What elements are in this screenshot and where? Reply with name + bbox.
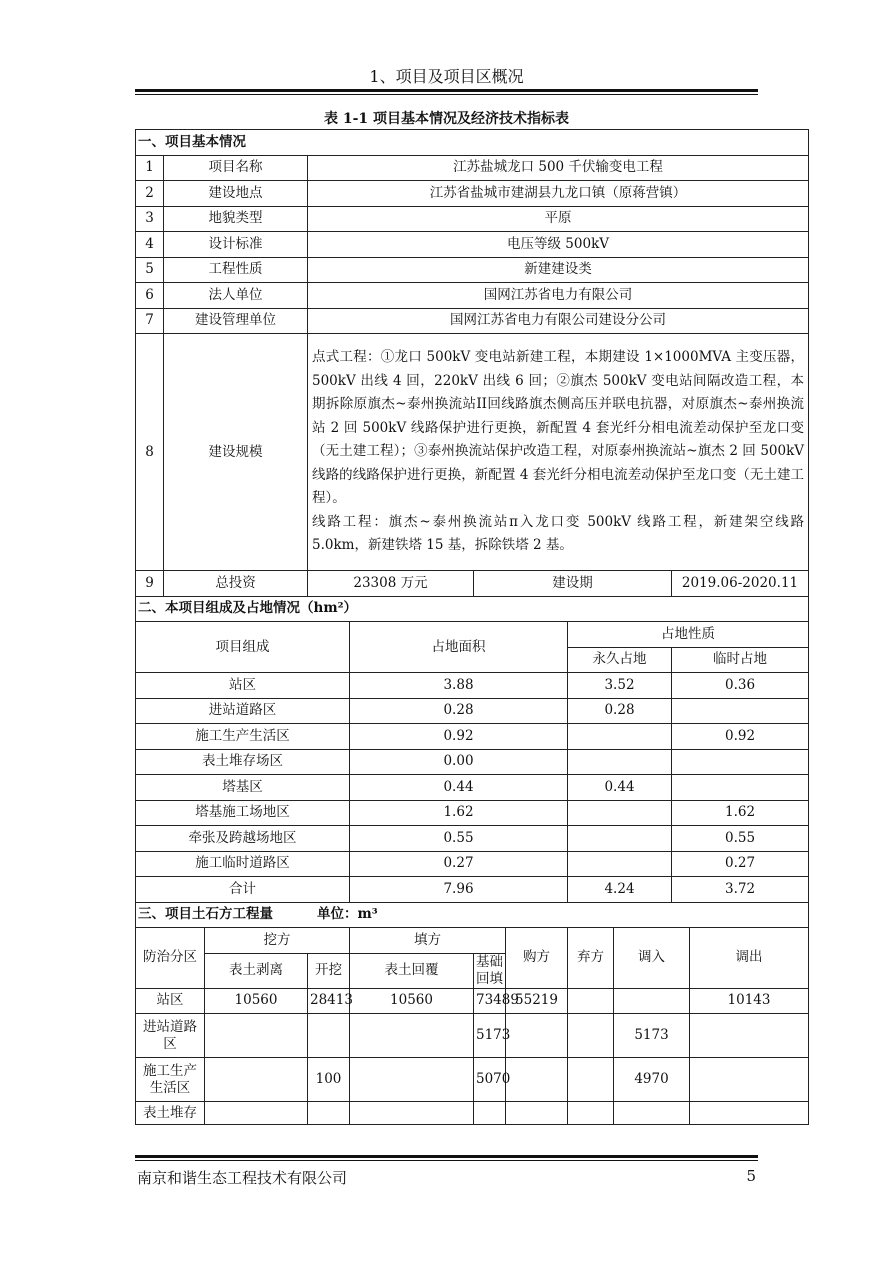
row-value: 江苏盐城龙口 500 千伏输变电工程 [308,155,809,181]
cell: 0.27 [350,851,568,877]
cell: 5173 [474,1014,506,1058]
column-header: 购方 [506,928,568,989]
cell: 塔基区 [136,775,350,801]
construction-scale-cell [308,334,809,571]
cell [308,1014,350,1058]
row-value: 国网江苏省电力有限公司 [308,283,809,309]
column-header: 防治分区 [136,928,205,989]
column-header: 永久占地 [568,647,672,673]
cell: 0.28 [568,698,672,724]
column-header: 调出 [690,928,809,989]
cell: 1.62 [672,800,809,826]
column-header: 填方 [350,928,506,954]
cell: 0.55 [350,826,568,852]
cell [672,698,809,724]
cell: 3.88 [350,673,568,699]
row-label: 法人单位 [164,283,308,309]
cell: 施工临时道路区 [136,851,350,877]
line-works-text: 线路工程：旗杰~泰州换流站π入龙口变 500kV 线路工程，新建架空线路 5.0km，新建铁塔 15 基，拆除铁塔 2 基。 [312,513,805,554]
row-label: 建设管理单位 [164,308,308,334]
cell: 塔基施工场地区 [136,800,350,826]
column-header: 调入 [614,928,690,989]
cell: 10560 [350,988,474,1014]
total-row [136,877,809,903]
table-row [136,206,809,232]
table-row [136,698,809,724]
cell: 合计 [136,877,350,903]
section3-unit: 单位：m³ [317,906,378,923]
column-header: 挖方 [205,928,350,954]
footer-rule-thick [135,1155,758,1158]
row-label: 工程性质 [164,257,308,283]
cell [506,1058,568,1102]
row-label: 建设地点 [164,181,308,207]
cell: 0.55 [672,826,809,852]
cell [614,988,690,1014]
cell [568,826,672,852]
cell: 1.62 [350,800,568,826]
row-label: 建设规模 [164,334,308,571]
table-row [136,257,809,283]
section-row [136,902,809,928]
section-row [136,130,809,156]
cell: 3.72 [672,877,809,903]
table-row [136,283,809,309]
cell [350,1102,474,1125]
section2-title: 二、本项目组成及占地情况（hm²） [136,596,809,622]
section3-title: 三、项目土石方工程量 [138,906,273,923]
table-row [136,181,809,207]
cell: 进站道路区 [136,698,350,724]
table-row [136,988,809,1014]
row-value: 江苏省盐城市建湖县九龙口镇（原蒋营镇） [308,181,809,207]
cell [690,1102,809,1125]
cell: 10143 [690,988,809,1014]
cell: 0.28 [350,698,568,724]
table-row [136,155,809,181]
column-header: 占地面积 [350,622,568,673]
cell: 0.44 [350,775,568,801]
header-rule-thin [135,94,758,95]
cell: 0.36 [672,673,809,699]
cell: 3.52 [568,673,672,699]
table-row [136,232,809,258]
cell [506,1014,568,1058]
cell: 28413 [308,988,350,1014]
row-number: 2 [136,181,164,207]
cell: 100 [308,1058,350,1102]
table-row [136,1014,809,1058]
cell: 表土堆存 [136,1102,205,1125]
table-row [136,673,809,699]
table-row [136,775,809,801]
table-row [136,571,809,597]
cell: 表土堆存场区 [136,749,350,775]
column-header: 临时占地 [672,647,809,673]
row-label: 总投资 [164,571,308,597]
cell [568,1102,614,1125]
cell: 4.24 [568,877,672,903]
cell [690,1014,809,1058]
period-value: 2019.06-2020.11 [672,571,809,597]
running-header: 1、项目及项目区概况 [369,67,524,86]
cell: 牵张及跨越场地区 [136,826,350,852]
cell: 55219 [506,988,568,1014]
cell: 0.92 [350,724,568,750]
cell [672,749,809,775]
cell [350,1014,474,1058]
header-rule-thick [135,89,758,92]
cell: 站区 [136,673,350,699]
row-value: 电压等级 500kV [308,232,809,258]
row-label: 项目名称 [164,155,308,181]
column-header: 弃方 [568,928,614,989]
cell [308,1102,350,1125]
cell: 4970 [614,1058,690,1102]
cell [506,1102,568,1125]
row-number: 8 [136,334,164,571]
row-number: 7 [136,308,164,334]
row-value: 新建建设类 [308,257,809,283]
cell [205,1058,308,1102]
row-number: 1 [136,155,164,181]
table-row [136,1058,809,1102]
cell: 0.27 [672,851,809,877]
cell: 站区 [136,988,205,1014]
point-works-text: 点式工程：①龙口 500kV 变电站新建工程，本期建设 1×1000MVA 主变压器，500kV 出线 4 回，220kV 出线 6 回；②旗杰 500kV 变电站间隔改造工程，本期拆除原旗杰~泰州换流站II回线路旗杰侧高压并联电抗器，对原旗杰~泰州换流站 2 回 500kV 线路保护进行更换，新配置 4 套光纤分相电流差动保护至龙口变（无土建工程）；③泰州换流站保护改造工程，对原泰州换流站~旗杰 2 回 500kV 线路的线路保护进行更换，新配置 4 套光纤分相电流差动保护至龙口变（无土建工程）。 [312,349,805,507]
section-row [136,596,809,622]
cell [568,749,672,775]
cell [690,1058,809,1102]
column-header: 表土剥离 [205,953,308,988]
table-row [136,800,809,826]
cell: 0.92 [672,724,809,750]
table-row [136,334,809,571]
table-row [136,851,809,877]
cell: 7.96 [350,877,568,903]
row-value: 国网江苏省电力有限公司建设分公司 [308,308,809,334]
table-header-row [136,928,809,954]
cell: 5173 [614,1014,690,1058]
cell [568,988,614,1014]
cell [350,1058,474,1102]
table-row [136,1102,809,1125]
project-indicator-table [135,129,809,1125]
row-number: 9 [136,571,164,597]
row-number: 3 [136,206,164,232]
cell [568,851,672,877]
cell: 进站道路区 [136,1014,205,1058]
cell [568,800,672,826]
page-number: 5 [746,1167,756,1185]
footer-company: 南京和谐生态工程技术有限公司 [137,1169,348,1187]
cell: 0.00 [350,749,568,775]
column-header: 开挖 [308,953,350,988]
section3-title-cell [136,902,809,928]
row-number: 5 [136,257,164,283]
cell: 0.44 [568,775,672,801]
table-row [136,749,809,775]
cell [205,1014,308,1058]
table-row [136,826,809,852]
row-number: 6 [136,283,164,309]
cell [614,1102,690,1125]
table-caption: 表 1-1 项目基本情况及经济技术指标表 [323,111,570,127]
total-investment: 23308 万元 [308,571,474,597]
row-label: 设计标准 [164,232,308,258]
cell [672,775,809,801]
cell [568,1014,614,1058]
column-header: 项目组成 [136,622,350,673]
cell: 5070 [474,1058,506,1102]
table-row [136,724,809,750]
cell: 施工生产生活区 [136,1058,205,1102]
cell [474,1102,506,1125]
column-header: 基础回填 [474,953,506,988]
period-label: 建设期 [474,571,672,597]
table-row [136,308,809,334]
column-header: 表土回覆 [350,953,474,988]
column-header: 占地性质 [568,622,809,648]
row-value: 平原 [308,206,809,232]
cell: 73489 [474,988,506,1014]
footer-rule-thin [135,1160,758,1161]
row-number: 4 [136,232,164,258]
cell [205,1102,308,1125]
cell [568,1058,614,1102]
table-header-row [136,622,809,648]
cell [568,724,672,750]
section1-title: 一、项目基本情况 [136,130,809,156]
row-label: 地貌类型 [164,206,308,232]
cell: 10560 [205,988,308,1014]
cell: 施工生产生活区 [136,724,350,750]
